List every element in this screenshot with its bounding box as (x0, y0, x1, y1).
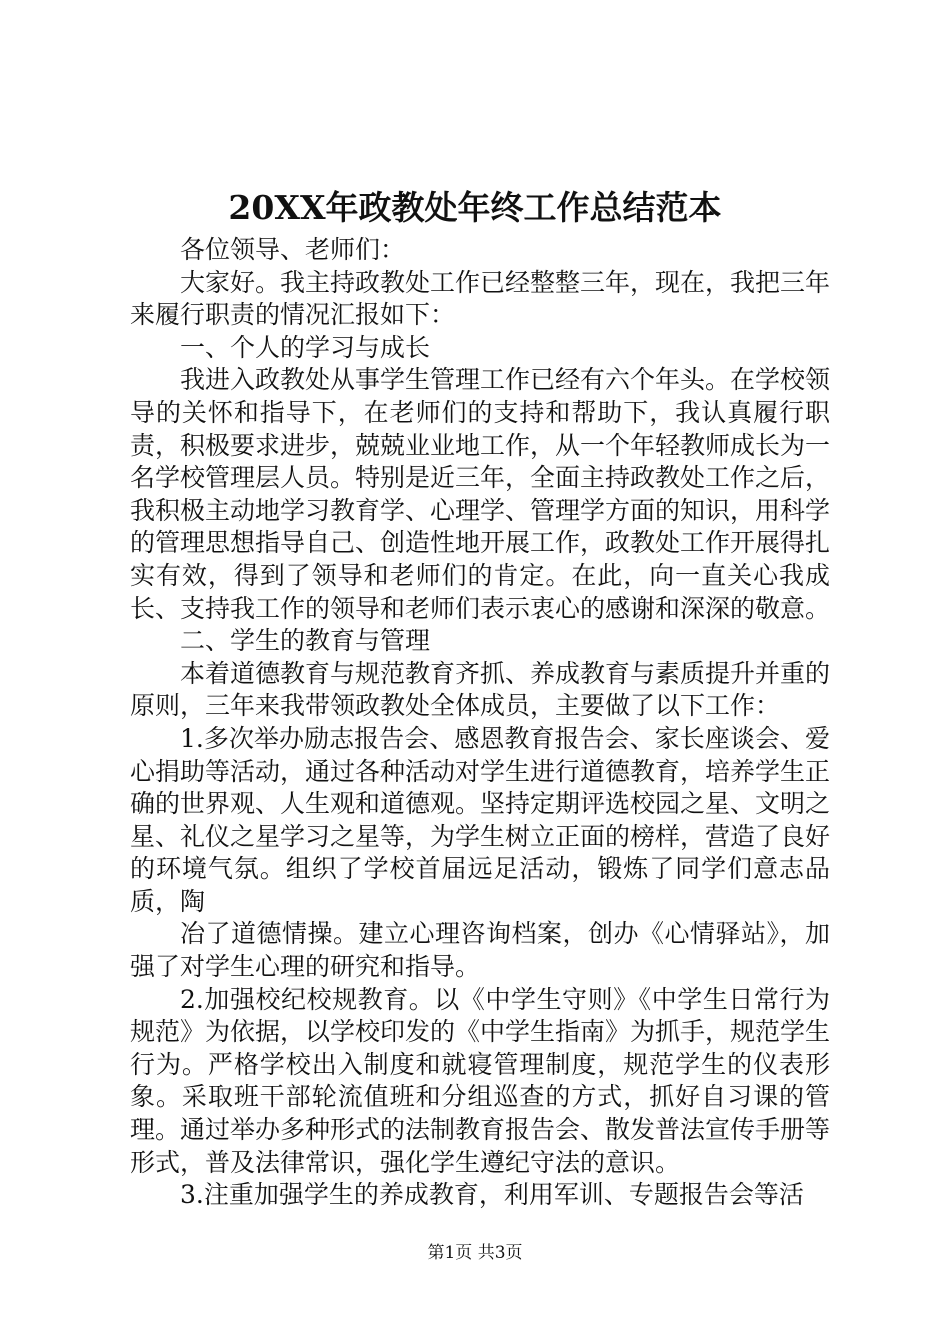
salutation-paragraph: 各位领导、老师们： (180, 235, 406, 264)
document-title: 20XX年政教处年终工作总结范本 (228, 188, 722, 227)
list-item-2: 2.加强校纪校规教育。以《中学生守则》《中学生日常行为规范》为依据，以学校印发的《中学生指南》为抓手，规范学生行为。严格学校出入制度和就寝管理制度，规范学生的仪表形象。采取班干部轮流值班和分组巡查的方式，抓好自习课的管理。通过举办多种形式的法制教育报告会、散发普法宣传手册等形式，普及法律常识，强化学生遵纪守法的意识。 (130, 984, 831, 1177)
body-paragraph: 我进入政教处从事学生管理工作已经有六个年头。在学校领导的关怀和指导下，在老师们的支持和帮助下，我认真履行职责，积极要求进步，兢兢业业地工作，从一个年轻教师成长为一名学校管理层人员。特别是近三年，全面主持政教处工作之后，我积极主动地学习教育学、心理学、管理学方面的知识，用科学的管理思想指导自己、创造性地开展工作，政教处工作开展得扎实有效，得到了领导和老师们的肯定。在此，向一直关心我成长、支持我工作的领导和老师们表示衷心的感谢和深深的敬意。 (130, 365, 831, 623)
page-footer: 第1页 共3页 (427, 1243, 523, 1263)
list-item-1: 1.多次举办励志报告会、感恩教育报告会、家长座谈会、爱心捐助等活动，通过各种活动对学生进行道德教育，培养学生正确的世界观、人生观和道德观。坚持定期评选校园之星、文明之星、礼仪之星学习之星等，为学生树立正面的榜样，营造了良好的环境气氛。组织了学校首届远足活动，锻炼了同学们意志品质，陶 (130, 723, 831, 916)
document-body (130, 234, 830, 1212)
list-item-1-continued: 冶了道德情操。建立心理咨询档案，创办《心情驿站》，加强了对学生心理的研究和指导。 (130, 919, 830, 982)
intro-paragraph: 大家好。我主持政教处工作已经整整三年，现在，我把三年来履行职责的情况汇报如下： (130, 267, 831, 330)
section-heading-2: 二、学生的教育与管理 (180, 626, 431, 656)
list-item-3: 3.注重加强学生的养成教育，利用军训、专题报告会等活 (180, 1180, 804, 1210)
body-paragraph: 本着道德教育与规范教育齐抓、养成教育与素质提升并重的原则，三年来我带领政教处全体成员，主要做了以下工作： (130, 658, 831, 721)
section-heading-1: 一、个人的学习与成长 (180, 332, 431, 362)
